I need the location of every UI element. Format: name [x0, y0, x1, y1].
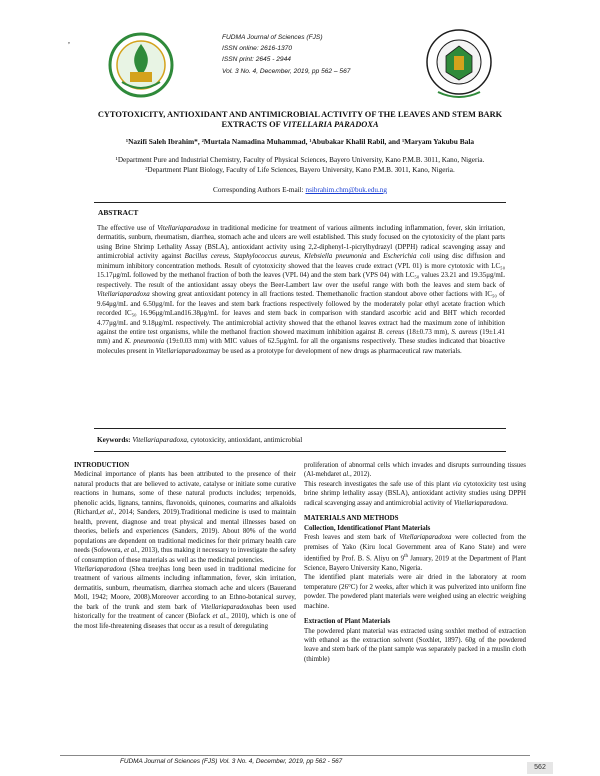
- fudma-logo: [108, 32, 174, 98]
- extraction-paragraph: The powdered plant material was extracted using soxhlet method of extraction with ethanol as the extraction solvent (Soxhlet, 1897). 60g of the powdered leave and stem bark of the plant sample was separately packed in a muslin cloth (thimble): [304, 627, 526, 663]
- footer-rule: [60, 755, 530, 756]
- paper-title: [60, 110, 540, 130]
- introduction-heading: INTRODUCTION: [74, 462, 130, 469]
- intro-paragraph-2: Vitellariaparadoxa (Shea tree)has long been used in traditional medicine for treatment of various ailments including inflammation, fever, skin irritation, dermatitis, sunburn, rheumatism, diarrhea stomach ache and ulcers (Bauerand Moll, 1942; Moore, 2008).Moreover according to an Ethno-botanical survey, the bark of the trunk and stem bark of Vitellariaparadoxahas been used historically for the treatment of cancer (Biofack et al., 2010), which is one of the most life-threatening diseases that occur as a result of deregulating: [74, 565, 297, 630]
- keywords-rule: [94, 451, 506, 452]
- title-species: VITELLARIA PARADOXA: [282, 120, 379, 129]
- intro-paragraph-4: This research investigates the safe use of this plant via cytotoxicity test using brine shrimp lethality assay (BSLA), antioxidant activity studies using DPPH radical scavenging assay and antimicrobial activity of Vitellariaparadoxa.: [304, 480, 526, 507]
- university-crest-logo: [424, 26, 494, 102]
- abstract-bottom-rule: [94, 428, 506, 429]
- page-number: 562: [527, 762, 553, 774]
- intro-paragraph-3: proliferation of abnormal cells which invades and disrupts surrounding tissues (Al-mehdaret al., 2012).: [304, 462, 526, 479]
- left-column: [74, 461, 296, 631]
- journal-header: [222, 32, 422, 77]
- intro-paragraph-1: Medicinal importance of plants has been attributed to the presence of their natural products that are believed to activate, catalyse or initiate some curative reactions in humans, some of these natural products includes; terpenoids, phenolic acids, lignans, tannins, flavonoids, quinones, coumarins and alkaloids (Richard,et al., 2014; Sanders, 2019).Traditional medicine is used to maintain health, prevent, diagnose and treat physical and mental illnesses based on theories, beliefs and experiences (Sanders, 2019). About 80% of the world populations are dependent on traditional medicines for their primary health care needs (Sofowora, et al., 2013), thus making it necessary to investigate the safety of consumption of these materials as well as the medicinal potencies.: [74, 471, 296, 564]
- collection-paragraph-1: Fresh leaves and stem bark of Vitellariaparadoxa were collected from the premises of Yako (Kiru local Government area of Kano State) and were identified by Prof. B. S. Aliyu on 9th January, 2019 at the Department of Plant Science, Bayero University Kano, Nigeria.: [304, 534, 526, 572]
- keywords: [97, 436, 505, 444]
- abstract-heading: ABSTRACT: [98, 208, 139, 217]
- keywords-species: Vitellariaparadoxa: [132, 436, 187, 444]
- issn-online: ISSN online: 2616-1370: [222, 45, 293, 53]
- affiliation-1: ¹Department Pure and Industrial Chemistry, Faculty of Physical Sciences, Bayero University, Kano P.M.B. 3011, Kano, Nigeria.: [115, 156, 485, 164]
- abstract-body: The effective use of Vitellariaparadoxa in traditional medicine for treatment of various ailments including inflammation, fever, skin irritation, dermatitis, sunburn, rheumatism, diarrhea, stomach ache and ulcers are well established. This study focused on the cytotoxicity of the plant parts using Brine Shrimp Lethality Assay (BSLA), antioxidant activity using 2,2-diphenyl-1-picrylhydrazyl (DPPH) radical scavenging assay and antimicrobial activity against Bacillus cereus, Staphylococcus aureus, Klebsiella pneumonia and Escherichia coli using disc diffusion and minimum inhibitory concentration methods. Result of cytotoxicity showed that the leaves crude extract (VPL 01) is more cytotoxic with LC₅₀ 15.17μg/mL followed by the methanol fraction of both the leaves (VPL 04) and the stem bark (VPS 04) with LC₅₀ values 23.21 and 19.35μg/mL respectively. The result of the antioxidant assay obeys the Beer-Lambert law over the useful range with both the leaves and stem back of Vitellariaparadoxa showing great antioxidant potency in all fractions tested. Themethanolic fraction standout above other factions with IC₅₀ of 9.64μg/mL and 6.50μg/mL for the leaves and stem bark fractions respectively followed by the moderately polar ethyl acetate fraction which recorded IC₅₀ 16.96μg/mLand16.38μg/mL for leaves and stem back in comparison with standard ascorbic acid and BHT which recorded 4.77μg/mL and 9.18μg/mL respectively. The antimicrobial activity showed that the ethanol leaves extract had the maximum zone of inhibition against the entire test organisms, while the methanol fraction showed maximum inhibition against B. cereus (18±0.73 mm), S. aureus (19±1.41 mm) and K. pneumonia (19±0.03 mm) with MIC values of 62.5μg/mL for all the organisms respectively. These studies indicated that bioactive molecules present in Vitellariaparadoxamay be used as a prototype for development of new drugs as pharmaceutical raw materials.: [97, 224, 506, 355]
- title-line-1: CYTOTOXICITY, ANTIOXIDANT AND ANTIMICROBIAL ACTIVITY OF THE LEAVES AND STEM BARK: [97, 110, 503, 119]
- abstract-top-rule: [94, 202, 506, 203]
- keywords-list: , cytotoxicity, antioxidant, antimicrobial: [186, 436, 303, 444]
- title-prefix: EXTRACTS OF: [221, 120, 283, 129]
- title-line-2: [60, 120, 540, 130]
- journal-name: FUDMA Journal of Sciences (FJS): [222, 34, 323, 41]
- right-column: [304, 461, 526, 664]
- footer-citation: FUDMA Journal of Sciences (FJS) Vol. 3 No. 4, December, 2019, pp 562 - 567: [120, 758, 343, 765]
- affiliation-2: ²Department Plant Biology, Faculty of Life Sciences, Bayero University, Kano P.M.B. 3011, Kano, Nigeria.: [145, 166, 455, 174]
- extraction-heading: Extraction of Plant Materials: [304, 618, 391, 626]
- corresponding-label: Corresponding Authors E-mail:: [213, 186, 306, 194]
- corresponding-author: [60, 186, 540, 194]
- methods-heading: MATERIALS AND METHODS: [304, 515, 399, 523]
- volume-line: Vol. 3 No. 4, December, 2019, pp 562 – 567: [222, 67, 351, 75]
- corresponding-email-link[interactable]: nsibrahim.chm@buk.edu.ng: [305, 186, 387, 194]
- collection-paragraph-2: The identified plant materials were air dried in the laboratory at room temperature (26°C) for 2 weeks, after which it was pulverized into uniform fine powder. The powdered plant materials were weighed using an electric weighing machine.: [304, 574, 526, 610]
- collection-heading: Collection, Identificationof Plant Materials: [304, 524, 431, 532]
- affiliations: [60, 155, 540, 175]
- stray-mark: ,: [68, 36, 70, 45]
- authors: ¹Nazifi Saleh Ibrahim*, ²Murtala Namadina Muhammad, ¹Abubakar Khalil Rabil, and ¹Maryam Yakubu Bala: [125, 137, 475, 146]
- keywords-label: Keywords:: [97, 436, 133, 444]
- issn-print: ISSN print: 2645 - 2944: [222, 56, 291, 64]
